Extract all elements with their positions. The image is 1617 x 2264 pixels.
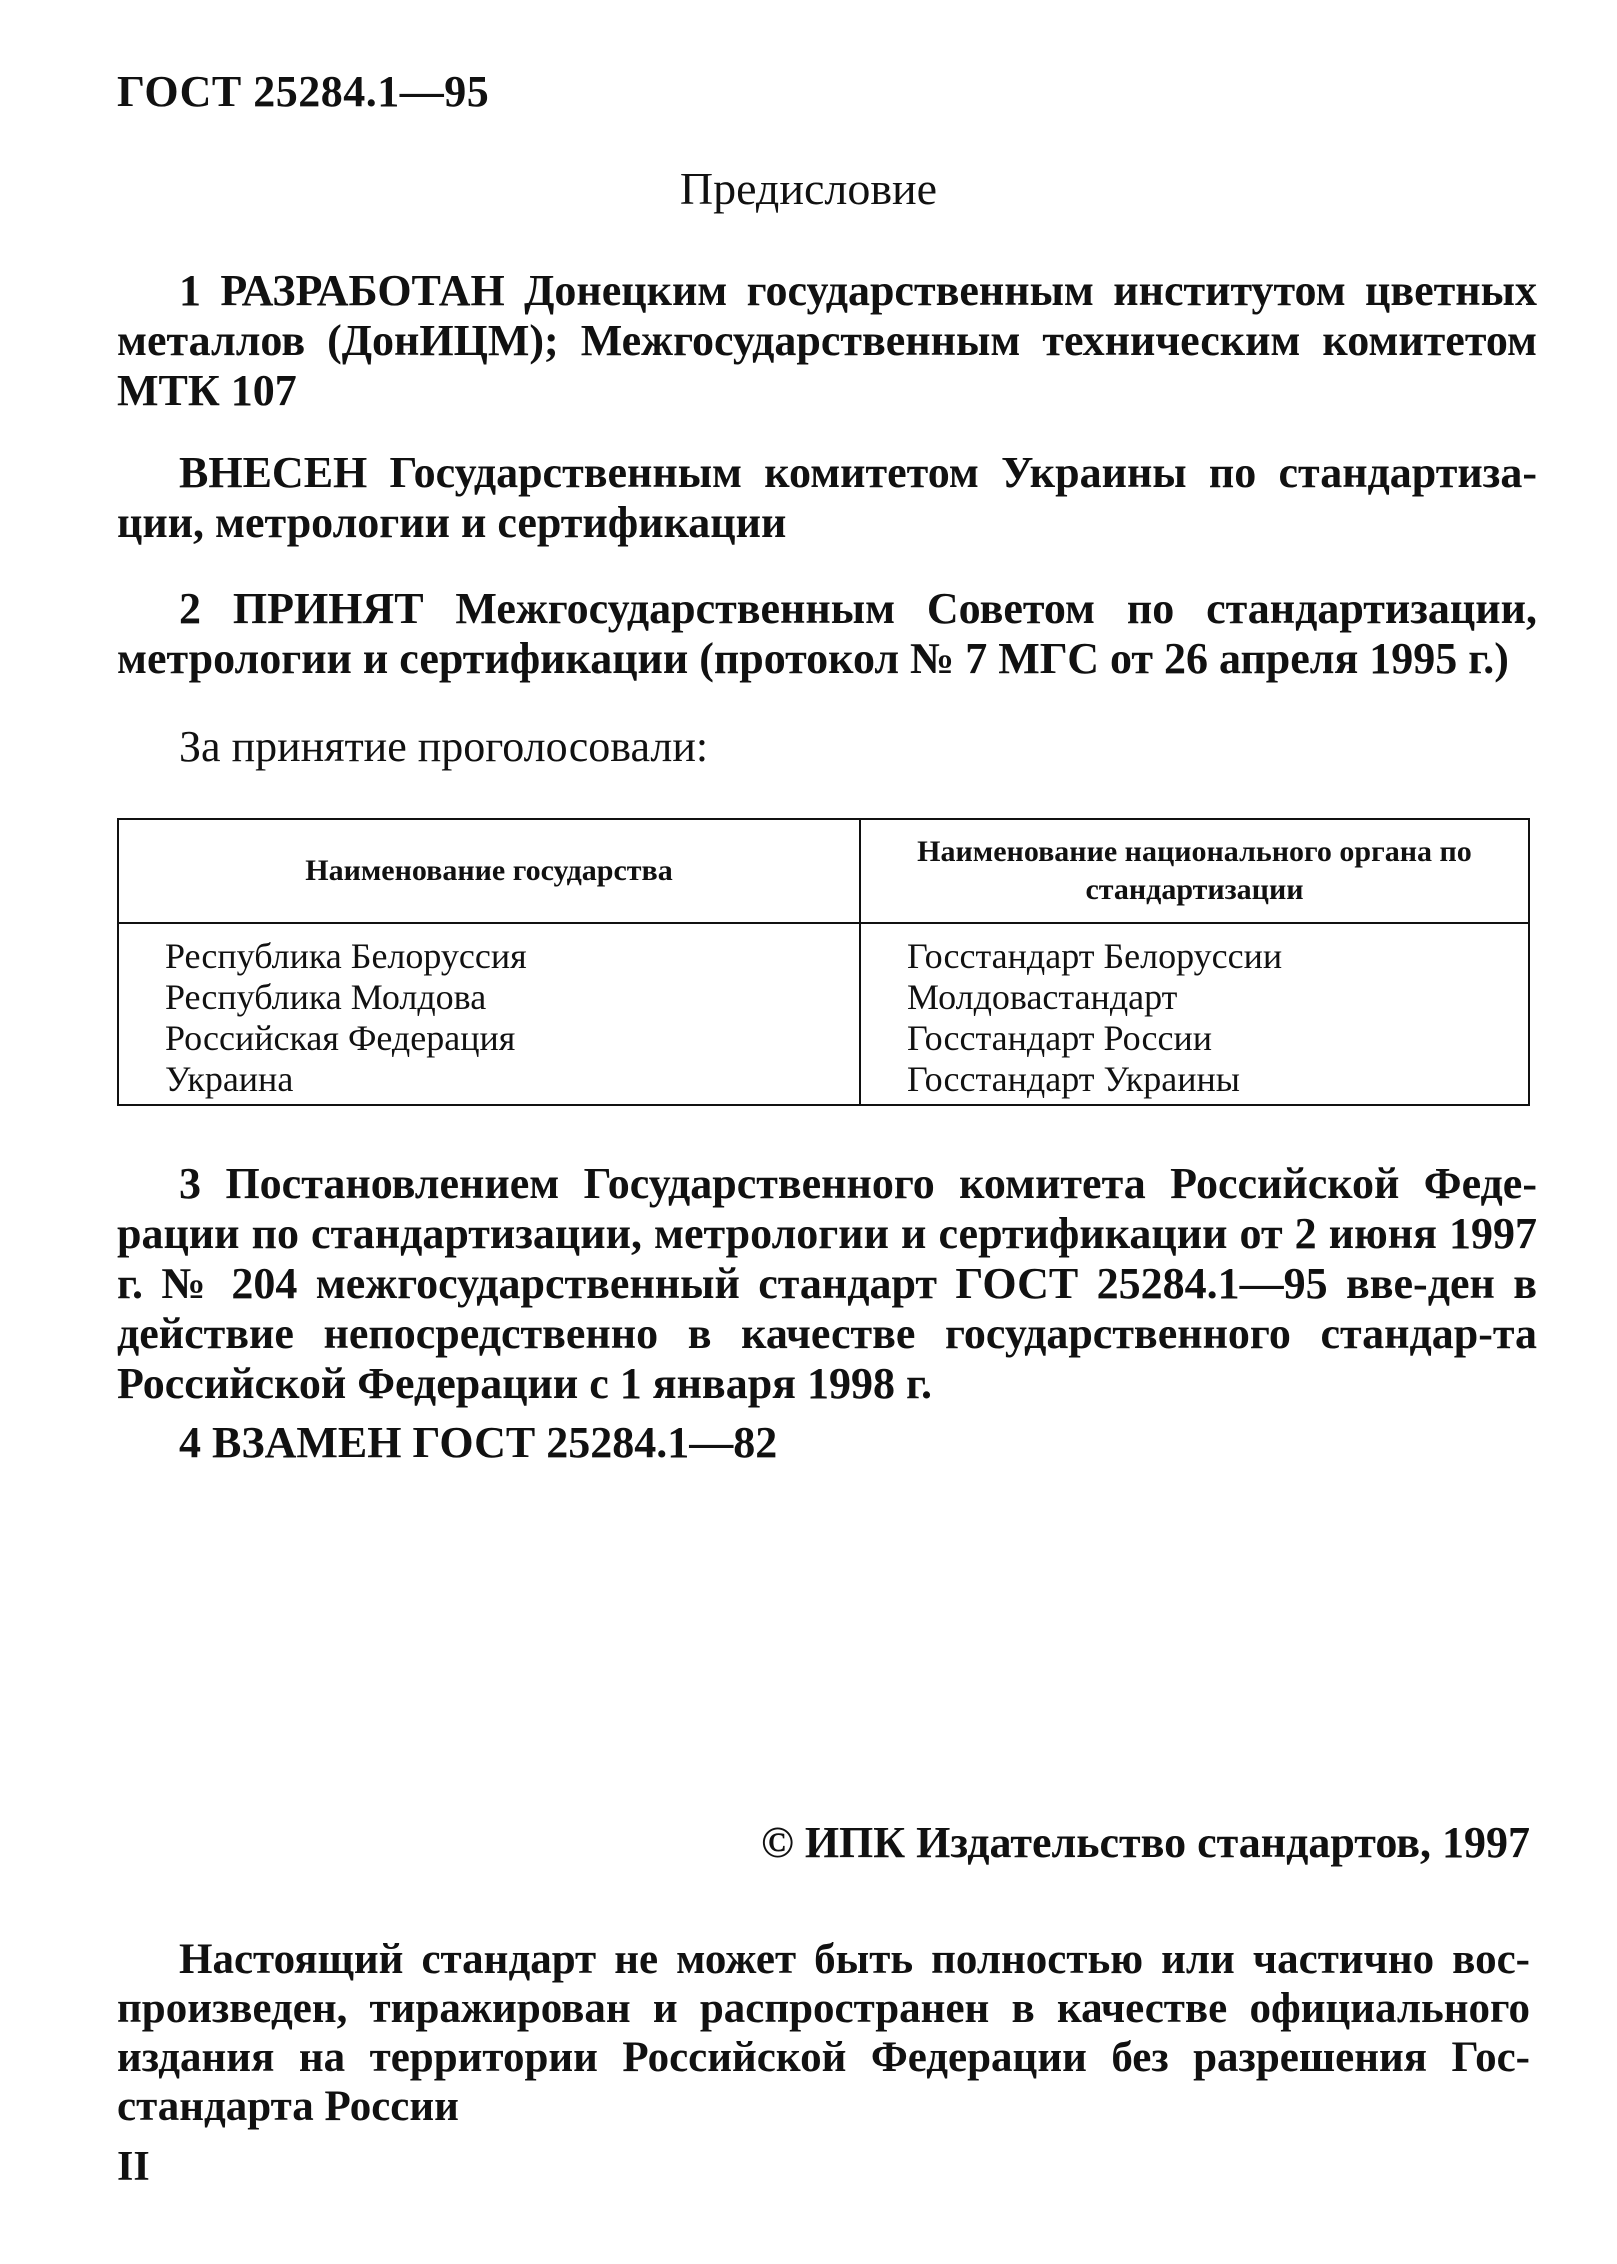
table-cell-body: Госстандарт Белоруссии: [860, 923, 1529, 977]
section-1-submitted: ВНЕСЕН Государственным комитетом Украины по стандартиза-ции, метрологии и сертификации: [117, 448, 1537, 547]
table-cell-body: Госстандарт Украины: [860, 1059, 1529, 1105]
table-row: [118, 1018, 1529, 1059]
table-header-row: [118, 819, 1529, 923]
table-cell-body: Госстандарт России: [860, 1018, 1529, 1059]
document-id: ГОСТ 25284.1—95: [117, 67, 490, 116]
page-title: Предисловие: [679, 163, 938, 214]
table-row: [118, 977, 1529, 1018]
section-2-adopted: 2 ПРИНЯТ Межгосударственным Советом по стандартизации, метрологии и сертификации (протокол № 7 МГС от 26 апреля 1995 г.): [117, 584, 1537, 683]
table-cell-state: Украина: [118, 1059, 860, 1105]
section-4-replaces: 4 ВЗАМЕН ГОСТ 25284.1—82: [179, 1418, 778, 1467]
table-cell-state: Республика Белоруссия: [118, 923, 860, 977]
page-number: II: [117, 2144, 150, 2190]
table-header-state: Наименование государства: [118, 819, 860, 923]
table-cell-body: Молдовастандарт: [860, 977, 1529, 1018]
section-3-resolution: 3 Постановлением Государственного комитета Российской Феде-рации по стандартизации, метрологии и сертификации от 2 июня 1997 г. № 204 межгосударственный стандарт ГОСТ 25284.1—95 вве-ден в действие непосредственно в качестве государственного стандар-та Российской Федерации с 1 января 1998 г.: [117, 1159, 1537, 1408]
table-row: [118, 1059, 1529, 1105]
section-1-developed: 1 РАЗРАБОТАН Донецким государственным институтом цветных металлов (ДонИЦМ); Межгосударственным техническим комитетом МТК 107: [117, 266, 1537, 415]
table-header-national-body: Наименование национального органа по стандартизации: [860, 819, 1529, 923]
voting-table: [117, 818, 1530, 1106]
copyright-notice: © ИПК Издательство стандартов, 1997: [760, 1818, 1530, 1867]
voted-label: За принятие проголосовали:: [179, 722, 709, 771]
table-cell-state: Российская Федерация: [118, 1018, 860, 1059]
table-cell-state: Республика Молдова: [118, 977, 860, 1018]
reproduction-notice: Настоящий стандарт не может быть полностью или частично вос-произведен, тиражирован и распространен в качестве официального издания на территории Российской Федерации без разрешения Гос-стандарта России: [117, 1936, 1530, 2130]
table-row: [118, 923, 1529, 977]
